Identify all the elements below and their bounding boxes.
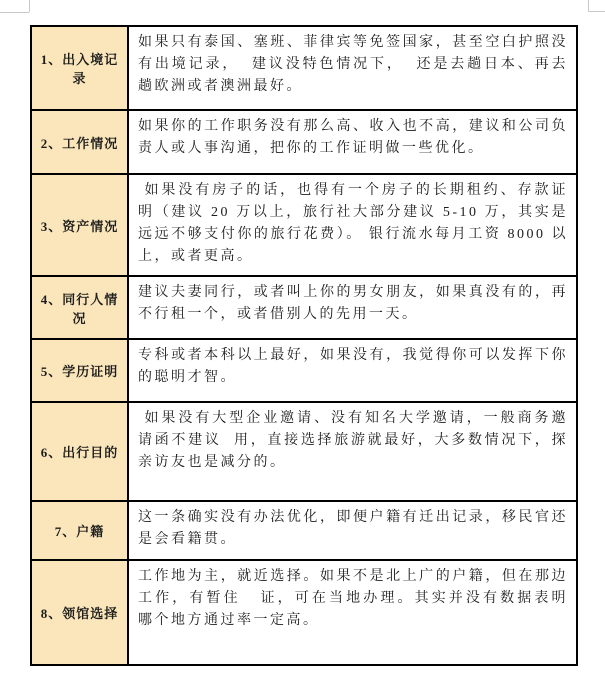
row-label-cell: 1、出入境记录 bbox=[32, 27, 129, 109]
row-content-cell: 建议夫妻同行，或者叫上你的男女朋友，如果真没有的，再不行租一个，或者借别人的先用一天。 bbox=[138, 285, 568, 322]
row-content-cell: 专科或者本科以上最好，如果没有，我觉得你可以发挥下你的聪明才智。 bbox=[138, 348, 568, 385]
text-boundary-mark-top-left-v bbox=[29, 0, 30, 12]
row-content-cell: 如果你的工作职务没有那么高、收入也不高，建议和公司负责人或人事沟通，把你的工作证明做一些优化。 bbox=[138, 119, 568, 156]
table-row-household-registration bbox=[32, 502, 576, 561]
row-content-cell: 这一条确实没有办法优化，即便户籍有迁出记录，移民官还是会看籍贯。 bbox=[138, 510, 568, 547]
text-boundary-mark-top-right-h bbox=[588, 11, 605, 12]
table-row-consulate-choice bbox=[32, 561, 576, 664]
row-label-cell: 5、学历证明 bbox=[32, 340, 129, 401]
row-label-cell: 6、出行目的 bbox=[32, 403, 129, 500]
row-label-cell: 8、领馆选择 bbox=[32, 561, 129, 664]
row-label-cell: 7、户籍 bbox=[32, 502, 129, 559]
row-label-cell: 4、同行人情况 bbox=[32, 277, 129, 338]
row-content-cell: 工作地为主，就近选择。如果不是北上广的户籍，但在那边工作，有暂住 证，可在当地办理。其实并没有数据表明哪个地方通过率一定高。 bbox=[138, 569, 568, 628]
text-boundary-mark-top-left-h bbox=[0, 12, 29, 13]
row-content-cell: 如果没有大型企业邀请、没有知名大学邀请，一般商务邀请函不建议 用，直接选择旅游就最好，大多数情况下，探亲访友也是减分的。 bbox=[138, 411, 569, 470]
table-row-education-proof bbox=[32, 340, 576, 403]
row-content-cell: 如果只有泰国、塞班、菲律宾等免签国家，甚至空白护照没有出境记录， 建议没特色情况下， 还是去趟日本、再去趟欧洲或者澳洲最好。 bbox=[138, 35, 568, 94]
table-row-entry-exit-records bbox=[32, 27, 576, 111]
table-row-travel-purpose bbox=[32, 403, 576, 502]
row-label-cell: 3、资产情况 bbox=[32, 175, 129, 275]
visa-tips-table bbox=[30, 25, 578, 666]
row-label-cell: 2、工作情况 bbox=[32, 111, 129, 173]
text-boundary-mark-top-right-v bbox=[588, 0, 589, 11]
table-row-assets-situation bbox=[32, 175, 576, 277]
table-row-work-situation bbox=[32, 111, 576, 175]
row-content-cell: 如果没有房子的话，也得有一个房子的长期租约、存款证明（建议 20 万以上，旅行社大部分建议 5-10 万，其实是远远不够支付你的旅行花费）。 银行流水每月工资 8000 以上，或者更高。 bbox=[138, 183, 569, 264]
table-row-companions bbox=[32, 277, 576, 340]
